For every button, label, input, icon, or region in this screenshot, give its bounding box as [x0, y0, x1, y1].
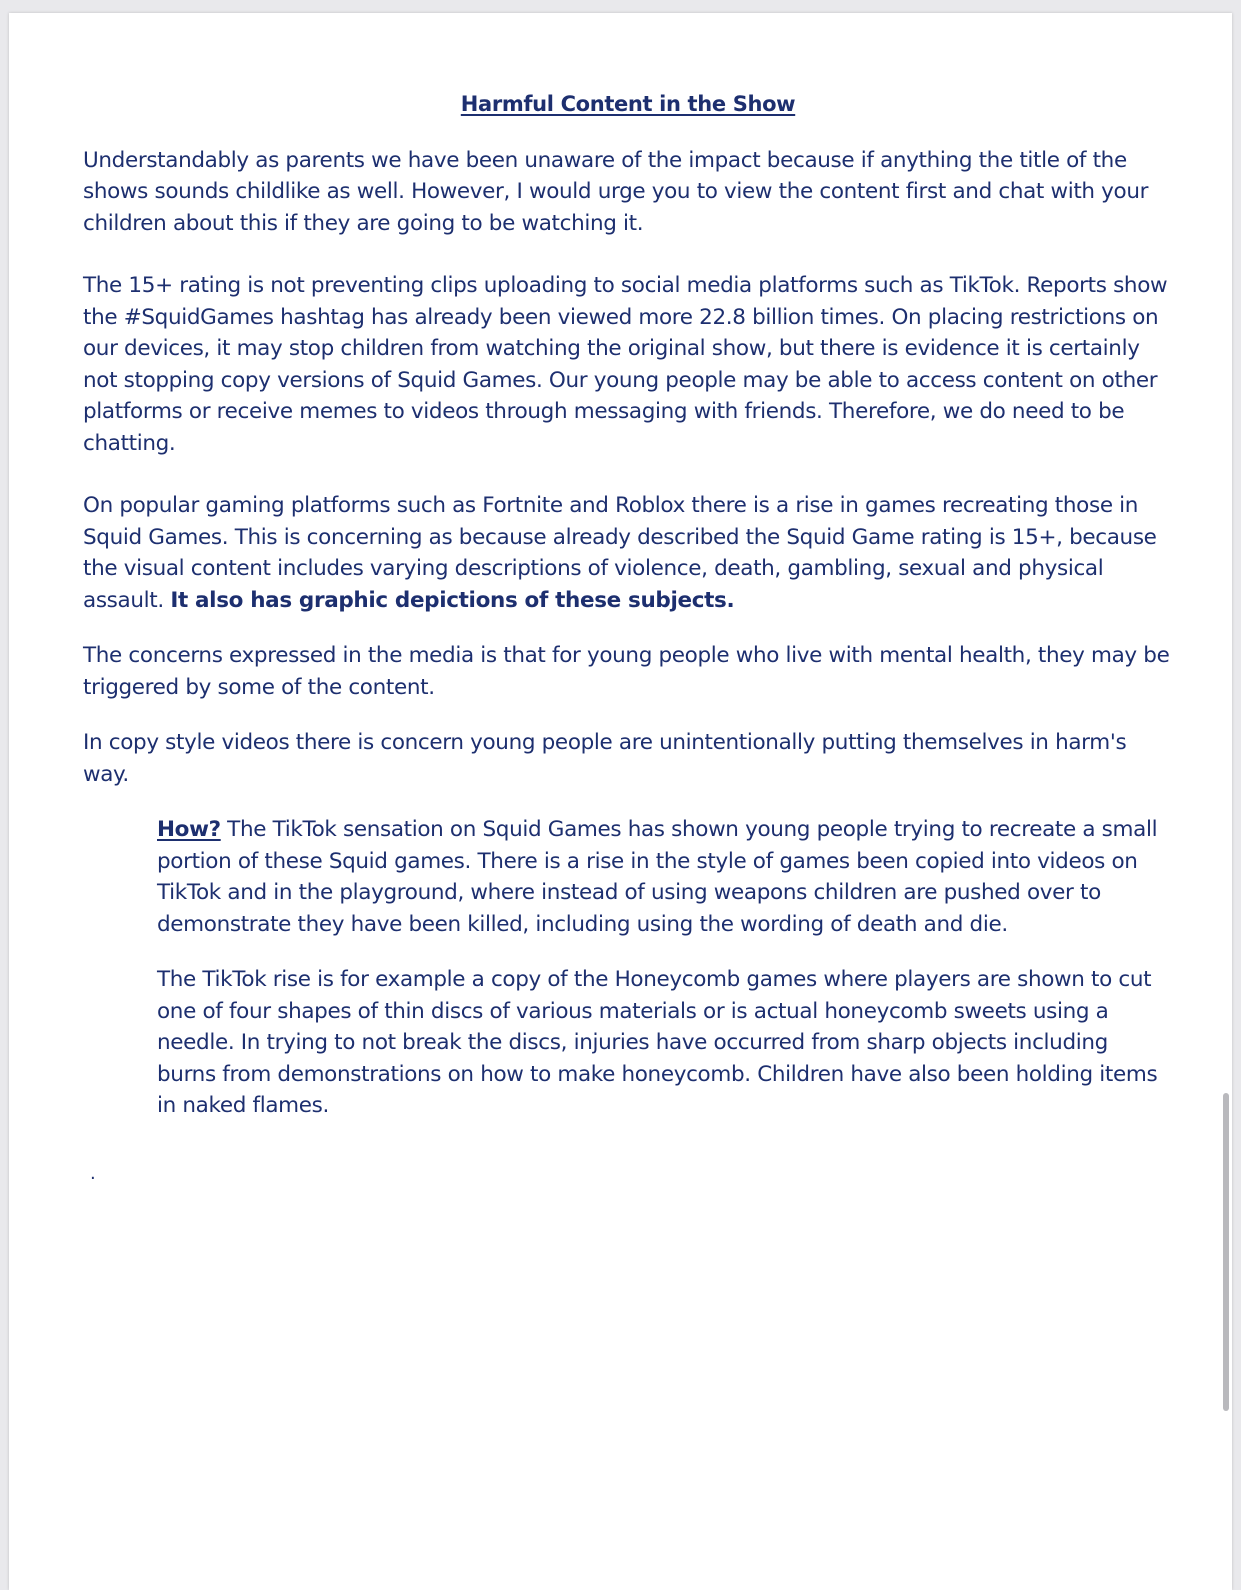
how-text: The TikTok sensation on Squid Games has shown young people trying to recreate a small portion of these Squid games. There is a rise in the style of games been copied into videos on TikTok and in the playground, where instead of using weapons children are pushed over to demonstrate they have been killed, including using the wording of death and die.	[157, 817, 1158, 937]
paragraph-copy-style: In copy style videos there is concern young people are unintentionally putting themselves in harm's way.	[83, 730, 1127, 787]
document-content	[83, 89, 1173, 1122]
paragraph-gaming-platforms	[83, 490, 1173, 616]
paragraph-mental-health: The concerns expressed in the media is that for young people who live with mental health, they may be triggered by some of the content.	[83, 643, 1170, 700]
paragraph-rating: The 15+ rating is not preventing clips uploading to social media platforms such as TikTok. Reports show the #SquidGames hashtag has already been viewed more 22.8 billion times. On placing restrictions on our devices, it may stop children from watching the original show, but there is evidence it is certainly not stopping copy versions of Squid Games. Our young people may be able to access content on other platforms or receive memes to videos through messaging with friends. Therefore, we do need to be chatting.	[83, 273, 1168, 456]
paragraph-intro: Understandably as parents we have been unaware of the impact because if anything the title of the shows sounds childlike as well. However, I would urge you to view the content first and chat with your children about this if they are going to be watching it.	[83, 147, 1149, 236]
stray-mark: .	[90, 1163, 96, 1184]
how-label: How?	[157, 817, 221, 842]
paragraph-gaming-bold: It also has graphic depictions of these subjects.	[170, 587, 735, 613]
document-title: Harmful Content in the Show	[460, 92, 796, 116]
paragraph-honeycomb: The TikTok rise is for example a copy of the Honeycomb games where players are shown to cut one of four shapes of thin discs of various materials or is actual honeycomb sweets using a needle. In trying to not break the discs, injuries have occurred from sharp objects including burns from demonstrations on how to make honeycomb. Children have also been holding items in naked flames.	[157, 967, 1158, 1118]
document-page	[9, 13, 1232, 1590]
paragraph-how	[157, 814, 1173, 940]
paragraph-gaming-text: On popular gaming platforms such as Fortnite and Roblox there is a rise in games recreating those in Squid Games. This is concerning as because already described the Squid Game rating is 15+, because the visual content includes varying descriptions of violence, death, gambling, sexual and physical assault.	[83, 493, 1157, 613]
scrollbar[interactable]	[1223, 1093, 1229, 1411]
